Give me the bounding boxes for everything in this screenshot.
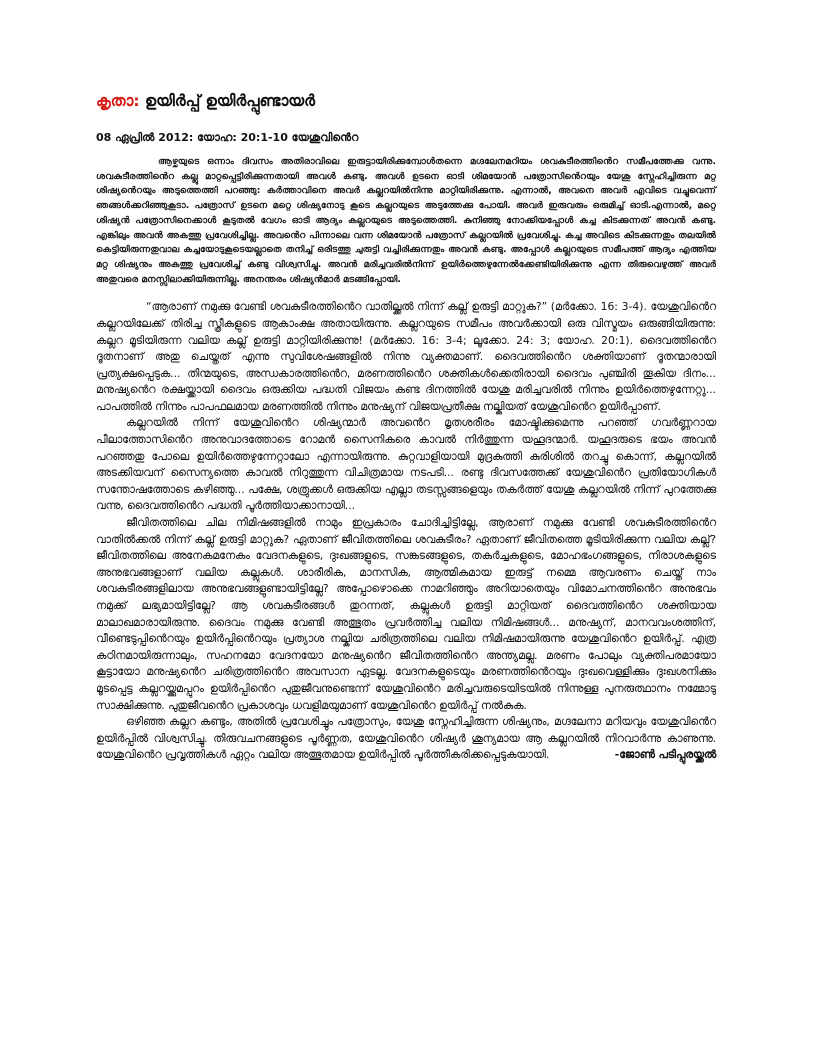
article-body (96, 299, 716, 764)
document-page (96, 92, 716, 764)
author-signature: -ജോൺ പടിപ്പുരയ്ക്കൽ (614, 748, 716, 762)
scripture-text: ആഴ്ചയുടെ ഒന്നാം ദിവസം അതിരാവിലെ ഇരുട്ടായിരിക്കുമ്പോൾതന്നെ മഗ്ദലേനമറിയം ശവകുടീരത്തിൻെറ സമീപത്തേക്കു വന്നു. ശവകുടീരത്തിൻെറ കല്ലു മാറ്റപ്പെട്ടിരിക്കുന്നതായി അവൾ കണ്ടു. അവൾ ഉടനെ ഓടി ശിമയോൻ പത്രോസിൻെറയും യേശു സ്നേഹിച്ചിരുന്ന മറ്റ ശിഷ്യൻെറയും അടുത്തെത്തി പറഞ്ഞു: കർത്താവിനെ അവർ കല്ലറയിൽനിന്നു മാറ്റിയിരിക്കുന്നു. എന്നാൽ, അവനെ അവർ എവിടെ വച്ചുവെന്ന് ഞങ്ങൾക്കറിഞ്ഞുകൂടാ. പത്രോസ് ഉടനെ മറ്റെ ശിഷ്യനോടു കൂടെ കല്ലറയുടെ അടുത്തേക്കു പോയി. അവർ ഇരുവരും ഒരുമിച്ച് ഓടി.എന്നാൽ, മറ്റെ ശിഷ്യൻ പത്രോസിനെക്കാൾ കൂടുതൽ വേഗം ഓടി ആദ്യം കല്ലറയുടെ അടുത്തെത്തി. കുനിഞ്ഞു നോക്കിയപ്പോൾ കച്ച കിടക്കുന്നത് അവൻ കണ്ടു. എങ്കിലും അവൻ അകത്തു പ്രവേശിച്ചില്ല. അവൻെറ പിന്നാലെ വന്ന ശിമയോൻ പത്രോസ് കല്ലറയിൽ പ്രവേശിച്ചു. കച്ച അവിടെ കിടക്കുന്നതും തലയിൽ കെട്ടിയിരുന്നതുവാല കച്ചയോടുകൂടെയല്ലാതെ തനിച്ച് ഒരിടത്തു ചുരുട്ടി വച്ചിരിക്കുന്നതും അവൻ കണ്ടു. അപ്പോൾ കല്ലറയുടെ സമീപത്ത് ആദ്യം എത്തിയ മറ്റ ശിഷ്യനും അകത്തു പ്രവേശിച്ച് കണ്ടു വിശ്വസിച്ചു. അവൻ മരിച്ചവരിൽനിന്ന് ഉയിർത്തെഴുന്നേൽക്കേണ്ടിയിരിക്കുന്നു എന്ന തിരുവെഴുത്ത് അവർ അതുവരെ മനസ്സിലാക്കിയിരുന്നില്ല. അനന്തരം ശിഷ്യൻമാർ മടങ്ങിപ്പോയി. (96, 156, 716, 285)
paragraph-2: കല്ലറയിൽ നിന്ന് യേശുവിൻെറ ശിഷ്യന്മാർ അവൻെറ മൃതശരീരം മോഷ്ടിക്കുമെന്നു പറഞ്ഞ് ഗവർണ്ണറായ പീലാത്തോസിൻെറ അനുവാദത്തോടെ റോമൻ സൈനികരെ കാവൽ നിർത്തുന്ന യഹൂദന്മാർ. യഹൂദരുടെ ഭയം അവൻ പറഞ്ഞതു പോലെ ഉയിർത്തെഴുന്നേറ്റാലോ എന്നായിരുന്നു. കുറ്റവാളിയായി മുദ്രകുത്തി കുരിശിൽ തറച്ചു കൊന്ന്, കല്ലറയിൽ അടക്കിയവന് സൈന്യത്തെ കാവൽ നിറുത്തുന്ന വിചിത്രമായ നടപടി... രണ്ടു ദിവസത്തേക്ക് യേശുവിൻെറ പ്രതിയോഗികൾ സന്തോഷത്തോടെ കഴിഞ്ഞു... പക്ഷേ, ശത്രുക്കൾ ഒരുക്കിയ എല്ലാ തടസ്സങ്ങളെയും തകർത്ത് യേശു കല്ലറയിൽ നിന്ന് പുറത്തേക്കു വന്നു, ദൈവത്തിൻെറ പദ്ധതി പൂർത്തിയാക്കാനായി... (96, 416, 716, 513)
title-label: കൃതാ: (96, 92, 140, 110)
scripture-passage (96, 155, 716, 287)
paragraph-3: ജീവിതത്തിലെ ചില നിമിഷങ്ങളിൽ നാമും ഇപ്രകാരം ചോദിച്ചിട്ടില്ലേ, ആരാണ് നമുക്കു വേണ്ടി ശവകുടീരത്തിൻെറ വാതിൽക്കൽ നിന്ന് കല്ല് ഉരുട്ടി മാറ്റുക? ഏതാണ് ജീവിതത്തിലെ ശവകുടീരം? ഏതാണ് ജീവിതത്തെ മൂടിയിരിക്കുന്ന വലിയ കല്ല്? ജീവിതത്തിലെ അനേകമനേകം വേദനകളുടെ, ദുഃഖങ്ങളുടെ, സങ്കടങ്ങളുടെ, തകർച്ചകളുടെ, മോഹഭംഗങ്ങളുടെ, നിരാശകളുടെ അനുഭവങ്ങളാണ് വലിയ കല്ലുകൾ. ശാരീരിക, മാനസിക, ആത്മികമായ ഇരുട്ട് നമ്മെ ആവരണം ചെയ്ത് നാം ശവകുടീരങ്ങളിലായ അനുഭവങ്ങളുണ്ടായിട്ടില്ലേ? അപ്പോഴൊക്കെ നാമറിഞ്ഞും അറിയാതെയും വിമോചനത്തിൻെറ അനുഭവം നമുക്ക് ലഭ്യമായിട്ടില്ലേ? ആ ശവകുടീരങ്ങൾ തുറന്നത്, കല്ലുകൾ ഉരുട്ടി മാറ്റിയത് ദൈവത്തിൻെറ ശക്തിയായ മാലാഖമാരായിരുന്നു. ദൈവം നമുക്കു വേണ്ടി അത്ഭുതം പ്രവർത്തിച്ച വലിയ നിമിഷങ്ങൾ... മനുഷ്യന്, മാനവവംശത്തിന്, വീണ്ടെടുപ്പിൻെറയും ഉയിർപ്പിൻെറയും പ്രത്യാശ നല്കിയ ചരിത്രത്തിലെ വലിയ നിമിഷമായിരുന്നു യേശുവിൻെറ ഉയിർപ്പ്. എത്ര കഠിനമായിരുന്നാലും, സഹനമോ വേദനയോ മനുഷ്യൻെറ ജീവിതത്തിൻെറ അന്ത്യമല്ല. മരണം പോലും വ്യക്തിപരമായോ കൂട്ടായോ മനുഷ്യൻെറ ചരിത്രത്തിൻെറ അവസാന ഏടല്ല. വേദനകളുടെയും മരണത്തിൻെറയും ദുഃഖവെള്ളിക്കും ദുഃഖശനിക്കും മൂടപ്പെട്ട കല്ലറയ്ക്കുമപ്പുറം ഉയിർപ്പിൻെറ പുതുജീവനുണ്ടെന്ന് യേശുവിൻെറ മരിച്ചവരുടെയിടയിൽ നിന്നുള്ള പുനരുത്ഥാനം നമ്മോടു സാക്ഷിക്കുന്നു. പുതുജീവൻെറ പ്രകാശവും ധവളിമയുമാണ് യേശുവിൻെറ ഉയിർപ്പ് നൽകുക. (96, 516, 716, 712)
title-text: ഉയിർപ്പ് ഉയിർപ്പുണ്ടായർ (144, 92, 315, 110)
dateline: 08 ഏപ്രിൽ 2012: യോഹ: 20:1-10 യേശുവിൻെറ (96, 131, 359, 144)
paragraph-4 (96, 714, 716, 764)
paragraph-4-text: ഒഴിഞ്ഞ കല്ലറ കണ്ടും, അതിൽ പ്രവേശിച്ചും പത്രോസും, യേശു സ്നേഹിച്ചിരുന്ന ശിഷ്യനും, മഗ്ദലേനാ മറിയവും യേശുവിൻെറ ഉയിർപ്പിൽ വിശ്വസിച്ചു. തിരുവചനങ്ങളുടെ പൂർണ്ണത, യേശുവിൻെറ ശിഷ്യർ ശൂന്യമായ ആ കല്ലറയിൽ നിറവാർന്നു കാണുന്നു. യേശുവിൻെറ പ്രവൃത്തികൾ ഏറ്റം വലിയ അത്ഭുതമായ ഉയിർപ്പിൽ പൂർത്തീകരിക്കപ്പെടുകയായി. (96, 715, 716, 762)
document-title (96, 92, 716, 111)
paragraph-1: “ആരാണ് നമുക്കു വേണ്ടി ശവകുടീരത്തിൻെറ വാതില്ക്കൽ നിന്ന് കല്ല് ഉരുട്ടി മാറ്റുക?” (മർക്കോ. 16: 3-4). യേശുവിൻെറ കല്ലറയിലേക്ക് തിരിച്ച സ്ത്രീകളുടെ ആകാംക്ഷ അതായിരുന്നു. കല്ലറയുടെ സമീപം അവർക്കായി ഒരു വിസ്മയം ഒരുങ്ങിയിരുന്നു: കല്ലറ മൂടിയിരുന്ന വലിയ കല്ല് ഉരുട്ടി മാറ്റിയിരിക്കുന്നു! (മർക്കോ. 16: 3-4; ലൂക്കോ. 24: 3; യോഹ. 20:1). ദൈവത്തിൻെറ ദൂതനാണ് അതു ചെയ്തത് എന്നു സുവിശേഷങ്ങളിൽ നിന്നു വ്യക്തമാണ്. ദൈവത്തിൻെറ ശക്തിയാണ് ദൂതന്മാരായി പ്രത്യക്ഷപ്പെടുക... തിന്മയുടെ, അന്ധകാരത്തിൻെറ, മരണത്തിൻെറ ശക്തികൾക്കെതിരായി ദൈവം പുഞ്ചിരി തൂകിയ ദിനം... മനുഷ്യൻെറ രക്ഷയ്ക്കായി ദൈവം ഒരുക്കിയ പദ്ധതി വിജയം കണ്ട ദിനത്തിൽ യേശു മരിച്ചവരിൽ നിന്നും ഉയിർത്തെഴുന്നേറ്റു... പാപത്തിൽ നിന്നും പാപഫലമായ മരണത്തിൽ നിന്നും മനുഷ്യന് വിജയപ്രതീക്ഷ നല്കിയത് യേശുവിൻെറ ഉയിർപ്പാണ്. (96, 300, 716, 413)
